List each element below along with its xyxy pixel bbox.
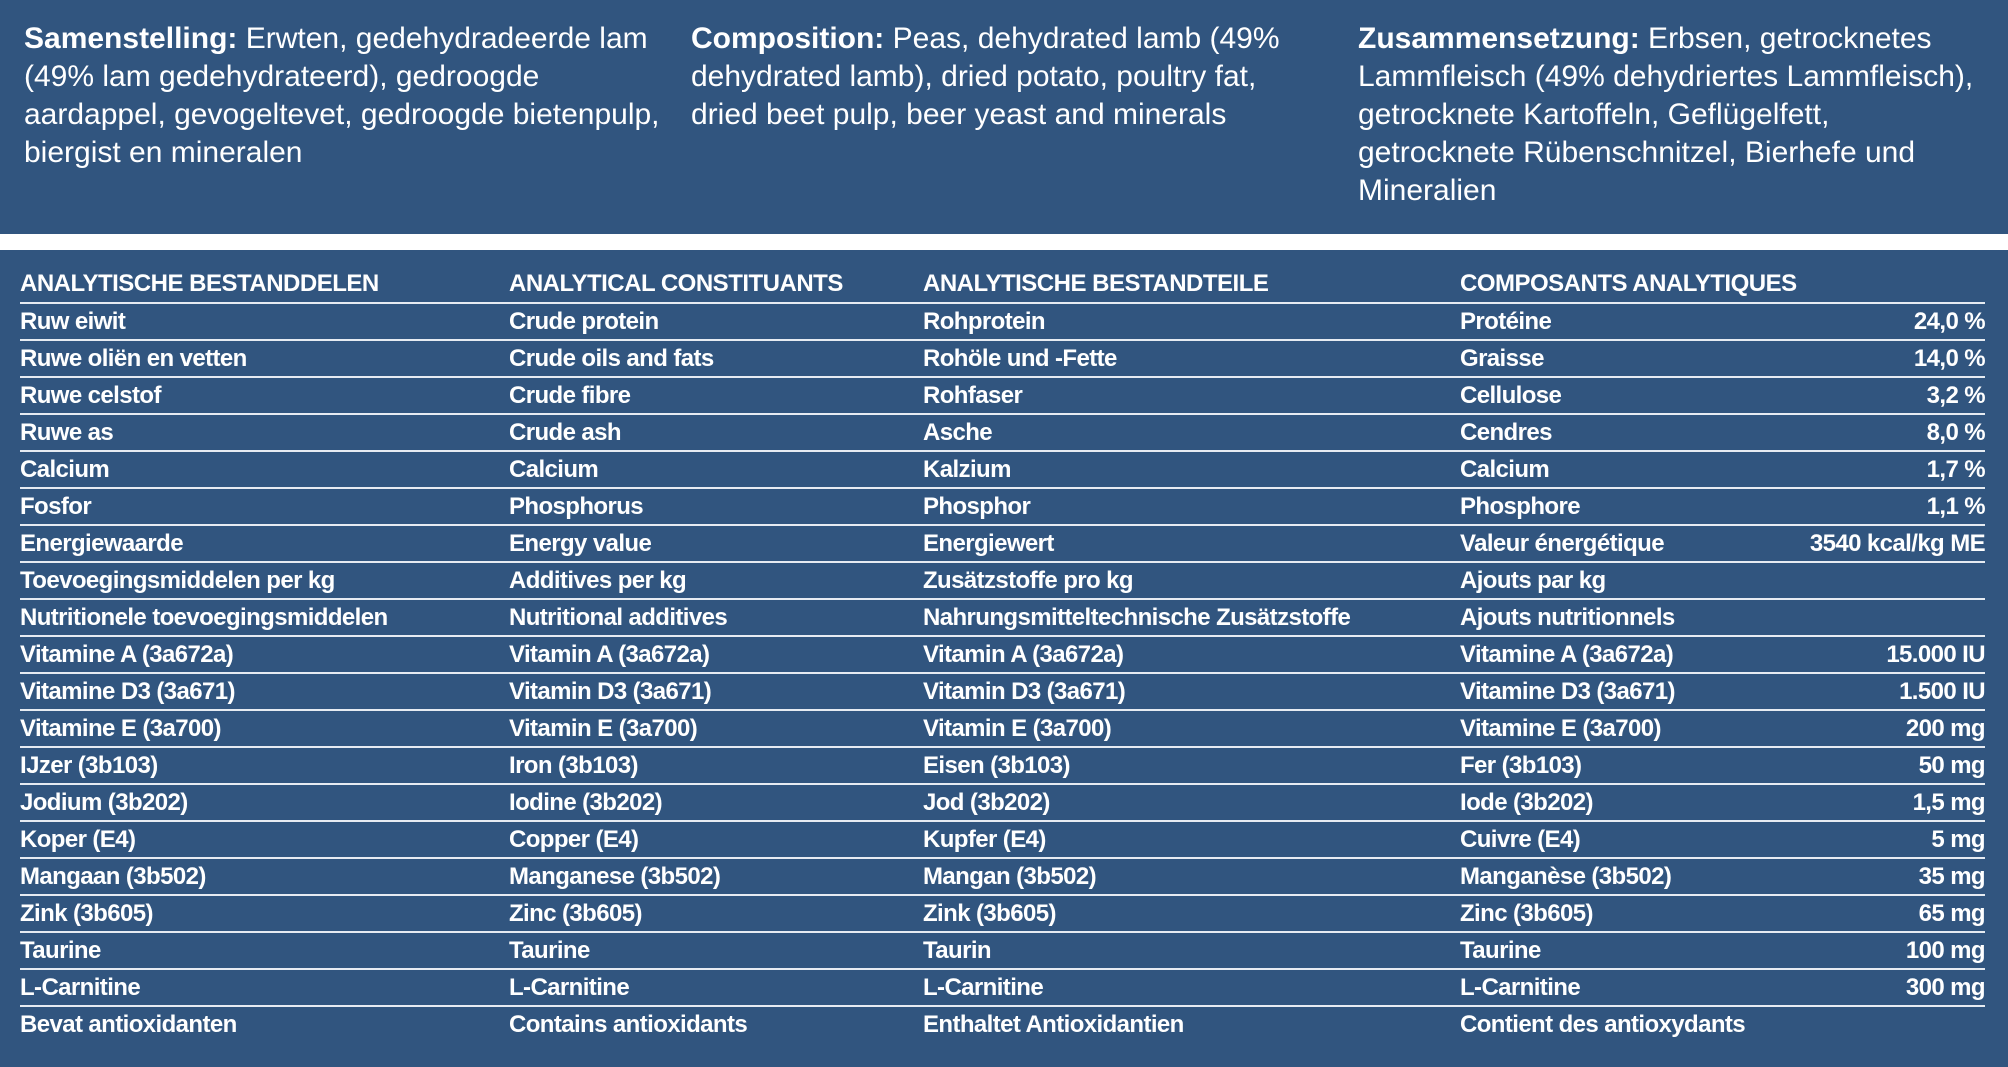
cell-german: Mangan (3b502) (923, 863, 1096, 890)
cell-english: Calcium (509, 456, 599, 483)
cell-german: Asche (923, 419, 993, 446)
cell-value: 35 mg (1918, 863, 1985, 890)
cell-dutch: Zink (3b605) (20, 900, 153, 927)
composition-english-label: Composition: (691, 22, 885, 55)
cell-french: Calcium (1460, 456, 1550, 483)
cell-english: Zinc (3b605) (509, 900, 642, 927)
cell-dutch: Jodium (3b202) (20, 789, 188, 816)
cell-german: Rohprotein (923, 308, 1045, 335)
cell-german: Vitamin A (3a672a) (923, 641, 1124, 668)
composition-english (691, 20, 1311, 134)
cell-dutch: Ruwe as (20, 419, 114, 446)
header-german: ANALYTISCHE BESTANDTEILE (923, 270, 1269, 297)
cell-german: Zusätzstoffe pro kg (923, 567, 1133, 594)
cell-value: 1,5 mg (1912, 789, 1985, 816)
cell-german: Phosphor (923, 493, 1031, 520)
cell-french: Vitamine E (3a700) (1460, 715, 1661, 742)
composition-english-text: Peas, dehydrated lamb (49% dehydrated lamb), dried potato, poultry fat, dried beet pulp, beer yeast and minerals (691, 22, 1280, 131)
table-row (20, 748, 1985, 785)
cell-english: Crude protein (509, 308, 659, 335)
cell-value: 5 mg (1931, 826, 1985, 853)
cell-value: 1,7 % (1926, 456, 1985, 483)
cell-english: Manganese (3b502) (509, 863, 721, 890)
table-row (20, 304, 1985, 341)
cell-value: 1.500 IU (1899, 678, 1985, 705)
cell-french: Cellulose (1460, 382, 1562, 409)
cell-value: 300 mg (1905, 974, 1985, 1001)
table-row (20, 489, 1985, 526)
cell-german: Vitamin E (3a700) (923, 715, 1112, 742)
table-row (20, 452, 1985, 489)
cell-german: Kupfer (E4) (923, 826, 1046, 853)
cell-german: Vitamin D3 (3a671) (923, 678, 1126, 705)
composition-dutch-text: Erwten, gedehydradeerde lam (49% lam gedehydrateerd), gedroogde aardappel, gevogeltevet, gedroogde bietenpulp, biergist en mineralen (24, 22, 660, 169)
table-row (20, 637, 1985, 674)
cell-german: Taurin (923, 937, 991, 964)
cell-german: Nahrungsmitteltechnische Zusätzstoffe (923, 604, 1351, 631)
cell-dutch: Ruw eiwit (20, 308, 126, 335)
cell-value: 100 mg (1905, 937, 1985, 964)
header-french: COMPOSANTS ANALYTIQUES (1460, 270, 1797, 297)
cell-french: Cendres (1460, 419, 1552, 446)
header-dutch: ANALYTISCHE BESTANDDELEN (20, 270, 379, 297)
cell-french: Cuivre (E4) (1460, 826, 1581, 853)
composition-dutch (24, 20, 674, 172)
cell-german: L-Carnitine (923, 974, 1044, 1001)
table-row (20, 600, 1985, 637)
cell-dutch: Vitamine E (3a700) (20, 715, 221, 742)
cell-english: Additives per kg (509, 567, 687, 594)
cell-english: Phosphorus (509, 493, 644, 520)
cell-value: 200 mg (1905, 715, 1985, 742)
cell-dutch: Vitamine A (3a672a) (20, 641, 234, 668)
cell-german: Kalzium (923, 456, 1011, 483)
cell-dutch: IJzer (3b103) (20, 752, 158, 779)
cell-french: Vitamine D3 (3a671) (1460, 678, 1675, 705)
composition-panel (0, 0, 2008, 234)
table-row (20, 822, 1985, 859)
cell-value: 3540 kcal/kg ME (1809, 530, 1985, 557)
cell-value: 50 mg (1918, 752, 1985, 779)
cell-french: L-Carnitine (1460, 974, 1581, 1001)
cell-english: Crude oils and fats (509, 345, 714, 372)
table-row (20, 896, 1985, 933)
cell-french: Ajouts nutritionnels (1460, 604, 1675, 631)
header-english: ANALYTICAL CONSTITUANTS (509, 270, 843, 297)
cell-german: Eisen (3b103) (923, 752, 1070, 779)
table-body (20, 304, 1985, 1044)
analysis-panel (0, 250, 2008, 1067)
cell-german: Rohfaser (923, 382, 1023, 409)
table-row (20, 378, 1985, 415)
composition-dutch-label: Samenstelling: (24, 22, 238, 55)
cell-french: Vitamine A (3a672a) (1460, 641, 1674, 668)
cell-german: Jod (3b202) (923, 789, 1050, 816)
cell-dutch: Calcium (20, 456, 110, 483)
table-row (20, 526, 1985, 563)
cell-value: 24,0 % (1913, 308, 1985, 335)
cell-english: Iodine (3b202) (509, 789, 662, 816)
cell-french: Iode (3b202) (1460, 789, 1593, 816)
cell-dutch: Taurine (20, 937, 101, 964)
cell-german: Zink (3b605) (923, 900, 1056, 927)
composition-german-label: Zusammensetzung: (1358, 22, 1640, 55)
analysis-table (20, 266, 1985, 1044)
cell-german: Rohöle und -Fette (923, 345, 1117, 372)
cell-dutch: Mangaan (3b502) (20, 863, 206, 890)
cell-value: 8,0 % (1926, 419, 1985, 446)
cell-dutch: Koper (E4) (20, 826, 136, 853)
cell-french: Manganèse (3b502) (1460, 863, 1672, 890)
cell-french: Graisse (1460, 345, 1544, 372)
cell-english: Vitamin A (3a672a) (509, 641, 710, 668)
cell-french: Protéine (1460, 308, 1552, 335)
table-row (20, 674, 1985, 711)
cell-value: 14,0 % (1913, 345, 1985, 372)
cell-dutch: Ruwe celstof (20, 382, 161, 409)
cell-english: Iron (3b103) (509, 752, 638, 779)
cell-french: Zinc (3b605) (1460, 900, 1593, 927)
cell-english: Taurine (509, 937, 590, 964)
cell-english: Vitamin D3 (3a671) (509, 678, 712, 705)
table-row (20, 563, 1985, 600)
cell-dutch: Bevat antioxidanten (20, 1011, 237, 1038)
cell-english: Copper (E4) (509, 826, 639, 853)
cell-french: Phosphore (1460, 493, 1580, 520)
table-row (20, 933, 1985, 970)
cell-french: Ajouts par kg (1460, 567, 1606, 594)
table-row (20, 859, 1985, 896)
cell-english: Contains antioxidants (509, 1011, 748, 1038)
cell-value: 3,2 % (1926, 382, 1985, 409)
cell-german: Energiewert (923, 530, 1054, 557)
cell-dutch: Nutritionele toevoegingsmiddelen (20, 604, 388, 631)
composition-german (1358, 20, 1988, 210)
cell-french: Fer (3b103) (1460, 752, 1582, 779)
cell-german: Enthaltet Antioxidantien (923, 1011, 1184, 1038)
cell-dutch: L-Carnitine (20, 974, 141, 1001)
cell-french: Contient des antioxydants (1460, 1011, 1746, 1038)
cell-value: 1,1 % (1926, 493, 1985, 520)
table-row (20, 341, 1985, 378)
cell-dutch: Toevoegingsmiddelen per kg (20, 567, 335, 594)
cell-english: L-Carnitine (509, 974, 630, 1001)
cell-french: Valeur énergétique (1460, 530, 1664, 557)
table-row (20, 785, 1985, 822)
table-header-row (20, 266, 1985, 304)
cell-value: 65 mg (1918, 900, 1985, 927)
cell-dutch: Vitamine D3 (3a671) (20, 678, 235, 705)
cell-english: Nutritional additives (509, 604, 728, 631)
table-row (20, 1007, 1985, 1044)
cell-english: Crude fibre (509, 382, 631, 409)
cell-english: Vitamin E (3a700) (509, 715, 698, 742)
cell-dutch: Fosfor (20, 493, 92, 520)
table-row (20, 970, 1985, 1007)
cell-dutch: Ruwe oliën en vetten (20, 345, 247, 372)
cell-english: Crude ash (509, 419, 621, 446)
table-row (20, 415, 1985, 452)
cell-value: 15.000 IU (1886, 641, 1985, 668)
cell-dutch: Energiewaarde (20, 530, 183, 557)
cell-french: Taurine (1460, 937, 1541, 964)
cell-english: Energy value (509, 530, 652, 557)
table-row (20, 711, 1985, 748)
composition-german-text: Erbsen, getrocknetes Lammfleisch (49% dehydriertes Lammfleisch), getrocknete Kartoffeln, Geflügelfett, getrocknete Rübenschnitzel, Bierhefe und Mineralien (1358, 22, 1974, 207)
